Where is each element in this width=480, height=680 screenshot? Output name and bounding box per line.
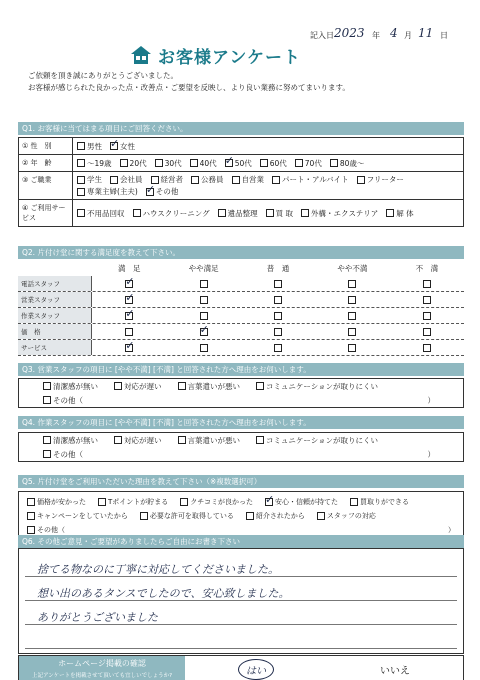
- q2-heading: Q2. 片付け堂に関する満足度を教えて下さい。: [18, 246, 464, 259]
- checkbox[interactable]: [43, 436, 51, 444]
- q1-option[interactable]: 20代: [120, 158, 147, 169]
- rating-checkbox[interactable]: [423, 296, 431, 304]
- checkbox[interactable]: [27, 512, 35, 520]
- comment-line: 捨てる物なのに丁寧に対応してくださいました。: [37, 563, 279, 576]
- q2-satisfaction-grid: [18, 262, 464, 356]
- q1-option[interactable]: ✓ 女性: [110, 141, 135, 152]
- q2-row-label: 営業スタッフ: [18, 292, 92, 307]
- rating-checkbox[interactable]: [274, 312, 282, 320]
- q5-option[interactable]: キャンペーンをしていたから: [27, 511, 128, 521]
- q3-reasons: 清潔感が無い 対応が遅い 言葉遣いが悪い コミュニケーションが取りにくい その他（ ）: [18, 378, 464, 408]
- q2-row-label: 価 格: [18, 324, 92, 339]
- q5-reasons: 価格が安かった Tポイントが貯まる クチコミが良かった ✓ 安心・信頼が持てた 買取りができる キャンペーンをしていたから 必要な許可を取得している 紹介されたから スタッフの対応 その他（ ）: [18, 491, 464, 541]
- consent-no[interactable]: いいえ: [380, 665, 410, 677]
- checkbox[interactable]: [43, 382, 51, 390]
- rating-checkbox[interactable]: [348, 344, 356, 352]
- q1-option[interactable]: 30代: [155, 158, 182, 169]
- q2-row: [18, 292, 464, 308]
- checkbox[interactable]: [260, 159, 268, 167]
- date-entry: [310, 26, 470, 42]
- q1-option[interactable]: 専業主婦(主夫): [77, 186, 138, 197]
- checkbox[interactable]: [155, 159, 163, 167]
- q4-option[interactable]: 対応が遅い: [114, 435, 162, 446]
- q1-option[interactable]: フリーター: [357, 174, 404, 185]
- q1-option[interactable]: 不用品回収: [77, 208, 125, 219]
- intro-text: ご依頼を頂き誠にありがとうございました。 お客様が感じられた良かった点・改善点・ご要望を反映し、より良い業務に努めてまいります。: [28, 71, 350, 92]
- checkbox[interactable]: [301, 209, 309, 217]
- rating-checkbox[interactable]: [348, 328, 356, 336]
- q1-option[interactable]: 遺品整理: [218, 208, 258, 219]
- q5-option[interactable]: 必要な許可を取得している: [140, 511, 234, 521]
- rating-checkbox[interactable]: [125, 296, 133, 304]
- q5-option[interactable]: 買取りができる: [350, 497, 409, 507]
- q5-heading: Q5. 片付け堂をご利用いただいた理由を教えて下さい（※複数選択可）: [18, 475, 464, 488]
- q5-option[interactable]: 紹介されたから: [246, 511, 305, 521]
- checkbox[interactable]: [77, 176, 85, 184]
- title-row: [130, 42, 301, 68]
- rating-checkbox[interactable]: [423, 280, 431, 288]
- checkbox[interactable]: [98, 498, 106, 506]
- q3-option[interactable]: 言葉遣いが悪い: [178, 381, 241, 392]
- checkbox[interactable]: [266, 209, 274, 217]
- checkbox[interactable]: [317, 512, 325, 520]
- rating-checkbox[interactable]: [125, 280, 133, 288]
- rating-checkbox[interactable]: [200, 280, 208, 288]
- rating-checkbox[interactable]: [423, 344, 431, 352]
- q4-reasons: 清潔感が無い 対応が遅い 言葉遣いが悪い コミュニケーションが取りにくい その他（ ）: [18, 432, 464, 462]
- q1-option[interactable]: ✓ その他: [146, 186, 179, 197]
- rating-checkbox[interactable]: [423, 328, 431, 336]
- checkbox[interactable]: [350, 498, 358, 506]
- rating-checkbox[interactable]: [348, 296, 356, 304]
- year-value[interactable]: 2023: [334, 26, 365, 40]
- q1-option[interactable]: 60代: [260, 158, 287, 169]
- checkbox[interactable]: [110, 142, 118, 150]
- checkbox[interactable]: [256, 382, 264, 390]
- q3-option[interactable]: コミュニケーションが取りにくい: [256, 381, 378, 392]
- q1-option[interactable]: ハウスクリーニング: [133, 208, 210, 219]
- checkbox[interactable]: [190, 159, 198, 167]
- comment-line: ありがとうございました: [37, 611, 158, 624]
- homepage-sub: 上記アンケートを掲載させて頂いても宜しいでしょうか?: [31, 673, 173, 679]
- year-unit: 年: [372, 31, 380, 40]
- consent-yes[interactable]: はい: [238, 659, 274, 680]
- checkbox[interactable]: [133, 209, 141, 217]
- rating-checkbox[interactable]: [125, 328, 133, 336]
- q3-other[interactable]: その他（: [43, 395, 83, 406]
- q1-option[interactable]: 男性: [77, 141, 102, 152]
- q1-option[interactable]: 経営者: [151, 174, 184, 185]
- q1-heading: Q1. お客様に当てはまる項目にご回答ください。: [18, 122, 464, 135]
- q2-row-label: 電話スタッフ: [18, 276, 92, 291]
- house-icon: [130, 45, 152, 65]
- q2-row-label: 作業スタッフ: [18, 308, 92, 323]
- checkbox[interactable]: [265, 498, 273, 506]
- month-unit: 月: [404, 31, 412, 40]
- checkbox[interactable]: [180, 498, 188, 506]
- q4-option[interactable]: コミュニケーションが取りにくい: [256, 435, 378, 446]
- rating-checkbox[interactable]: [125, 312, 133, 320]
- checkbox[interactable]: [295, 159, 303, 167]
- checkbox[interactable]: [272, 176, 280, 184]
- day-value[interactable]: 11: [418, 26, 434, 40]
- rating-checkbox[interactable]: [274, 280, 282, 288]
- rating-checkbox[interactable]: [348, 312, 356, 320]
- q1-option[interactable]: 70代: [295, 158, 322, 169]
- rating-checkbox[interactable]: [200, 328, 208, 336]
- q3-option[interactable]: 清潔感が無い: [43, 381, 98, 392]
- checkbox[interactable]: [114, 382, 122, 390]
- q1-option[interactable]: 40代: [190, 158, 217, 169]
- q1-option[interactable]: 公務員: [191, 174, 224, 185]
- q1-option[interactable]: 解 体: [386, 208, 413, 219]
- homepage-label: ホームページ掲載の確認: [58, 659, 146, 668]
- q4-heading: Q4. 作業スタッフの項目に [やや不満] [不満] と回答された方へ理由をお伺いします。: [18, 416, 464, 429]
- q1-option[interactable]: パート・アルバイト: [272, 174, 349, 185]
- checkbox[interactable]: [120, 159, 128, 167]
- q4-option[interactable]: 清潔感が無い: [43, 435, 98, 446]
- q5-option[interactable]: クチコミが良かった: [180, 497, 253, 507]
- checkbox[interactable]: [357, 176, 365, 184]
- q2-row: [18, 340, 464, 356]
- q4-option[interactable]: 言葉遣いが悪い: [178, 435, 241, 446]
- q1-row-gender: ① 性 別 男性 ✓ 女性: [19, 138, 463, 155]
- q5-other[interactable]: その他（: [27, 525, 65, 535]
- q3-option[interactable]: 対応が遅い: [114, 381, 162, 392]
- q1-option[interactable]: 買 取: [266, 208, 293, 219]
- rating-checkbox[interactable]: [274, 328, 282, 336]
- checkbox[interactable]: [386, 209, 394, 217]
- checkbox[interactable]: [225, 159, 233, 167]
- rating-checkbox[interactable]: [200, 344, 208, 352]
- q4-other[interactable]: その他（: [43, 449, 83, 460]
- q1-option[interactable]: 会社員: [110, 174, 143, 185]
- checkbox[interactable]: [191, 176, 199, 184]
- q1-row-service: ④ ご利用サービス 不用品回収 ハウスクリーニング 遺品整理 買 取 外構・エクステリア 解 体: [19, 200, 463, 226]
- q2-scale-header: 満 足 やや満足 普 通 やや不満 不 満: [117, 264, 439, 273]
- q1-option[interactable]: 80歳～: [330, 158, 365, 169]
- checkbox[interactable]: [77, 159, 85, 167]
- checkbox[interactable]: [232, 176, 240, 184]
- q2-row: [18, 276, 464, 292]
- day-unit: 日: [440, 31, 448, 40]
- q1-option[interactable]: 自営業: [232, 174, 265, 185]
- q1-option[interactable]: ✓ 50代: [225, 158, 252, 169]
- rating-checkbox[interactable]: [200, 296, 208, 304]
- rating-checkbox[interactable]: [423, 312, 431, 320]
- checkbox[interactable]: [27, 526, 35, 534]
- checkbox[interactable]: [43, 450, 51, 458]
- q1-table: [18, 137, 464, 227]
- checkbox[interactable]: [140, 512, 148, 520]
- q6-heading: Q6. その他ご意見・ご要望がありましたらご自由にお書き下さい: [18, 535, 464, 548]
- rating-checkbox[interactable]: [274, 296, 282, 304]
- survey-form: [10, 26, 472, 679]
- q1-option[interactable]: 外構・エクステリア: [301, 208, 378, 219]
- checkbox[interactable]: [114, 436, 122, 444]
- q3-heading: Q3. 営業スタッフの項目に [やや不満] [不満] と回答された方へ理由をお伺いします。: [18, 363, 464, 376]
- checkbox[interactable]: [330, 159, 338, 167]
- q2-row: [18, 308, 464, 324]
- q5-option[interactable]: Tポイントが貯まる: [98, 497, 168, 507]
- q1-option[interactable]: ～19歳: [77, 158, 112, 169]
- checkbox[interactable]: [218, 209, 226, 217]
- q5-option[interactable]: ✓ 安心・信頼が持てた: [265, 497, 338, 507]
- q5-option[interactable]: 価格が安かった: [27, 497, 86, 507]
- rating-checkbox[interactable]: [200, 312, 208, 320]
- checkbox[interactable]: [256, 436, 264, 444]
- month-value[interactable]: 4: [390, 26, 398, 40]
- checkbox[interactable]: [178, 382, 186, 390]
- comment-line: 想い出のあるタンスでしたので、安心致しました。: [37, 587, 290, 600]
- q1-row-age: ② 年 齢 ～19歳 20代 30代 40代 ✓ 50代 60代 70代 80歳～: [19, 155, 463, 172]
- checkbox[interactable]: [77, 142, 85, 150]
- checkbox[interactable]: [146, 188, 154, 196]
- rating-checkbox[interactable]: [125, 344, 133, 352]
- checkbox[interactable]: [27, 498, 35, 506]
- rating-checkbox[interactable]: [274, 344, 282, 352]
- q6-comments-box[interactable]: [18, 548, 464, 654]
- date-label: 記入日: [310, 31, 334, 40]
- q5-option[interactable]: スタッフの対応: [317, 511, 376, 521]
- checkbox[interactable]: [43, 396, 51, 404]
- page-title: お客様アンケート: [158, 47, 301, 68]
- homepage-consent: [18, 655, 464, 680]
- checkbox[interactable]: [110, 176, 118, 184]
- q1-option[interactable]: 学生: [77, 174, 102, 185]
- q2-row-label: サービス: [18, 340, 92, 355]
- q2-row: [18, 324, 464, 340]
- checkbox[interactable]: [246, 512, 254, 520]
- checkbox[interactable]: [178, 436, 186, 444]
- rating-checkbox[interactable]: [348, 280, 356, 288]
- checkbox[interactable]: [77, 188, 85, 196]
- checkbox[interactable]: [77, 209, 85, 217]
- q1-row-occupation: ③ ご職業 学生 会社員 経営者 公務員 自営業 パート・アルバイト フリーター 専業主婦(主夫) ✓ その他: [19, 172, 463, 200]
